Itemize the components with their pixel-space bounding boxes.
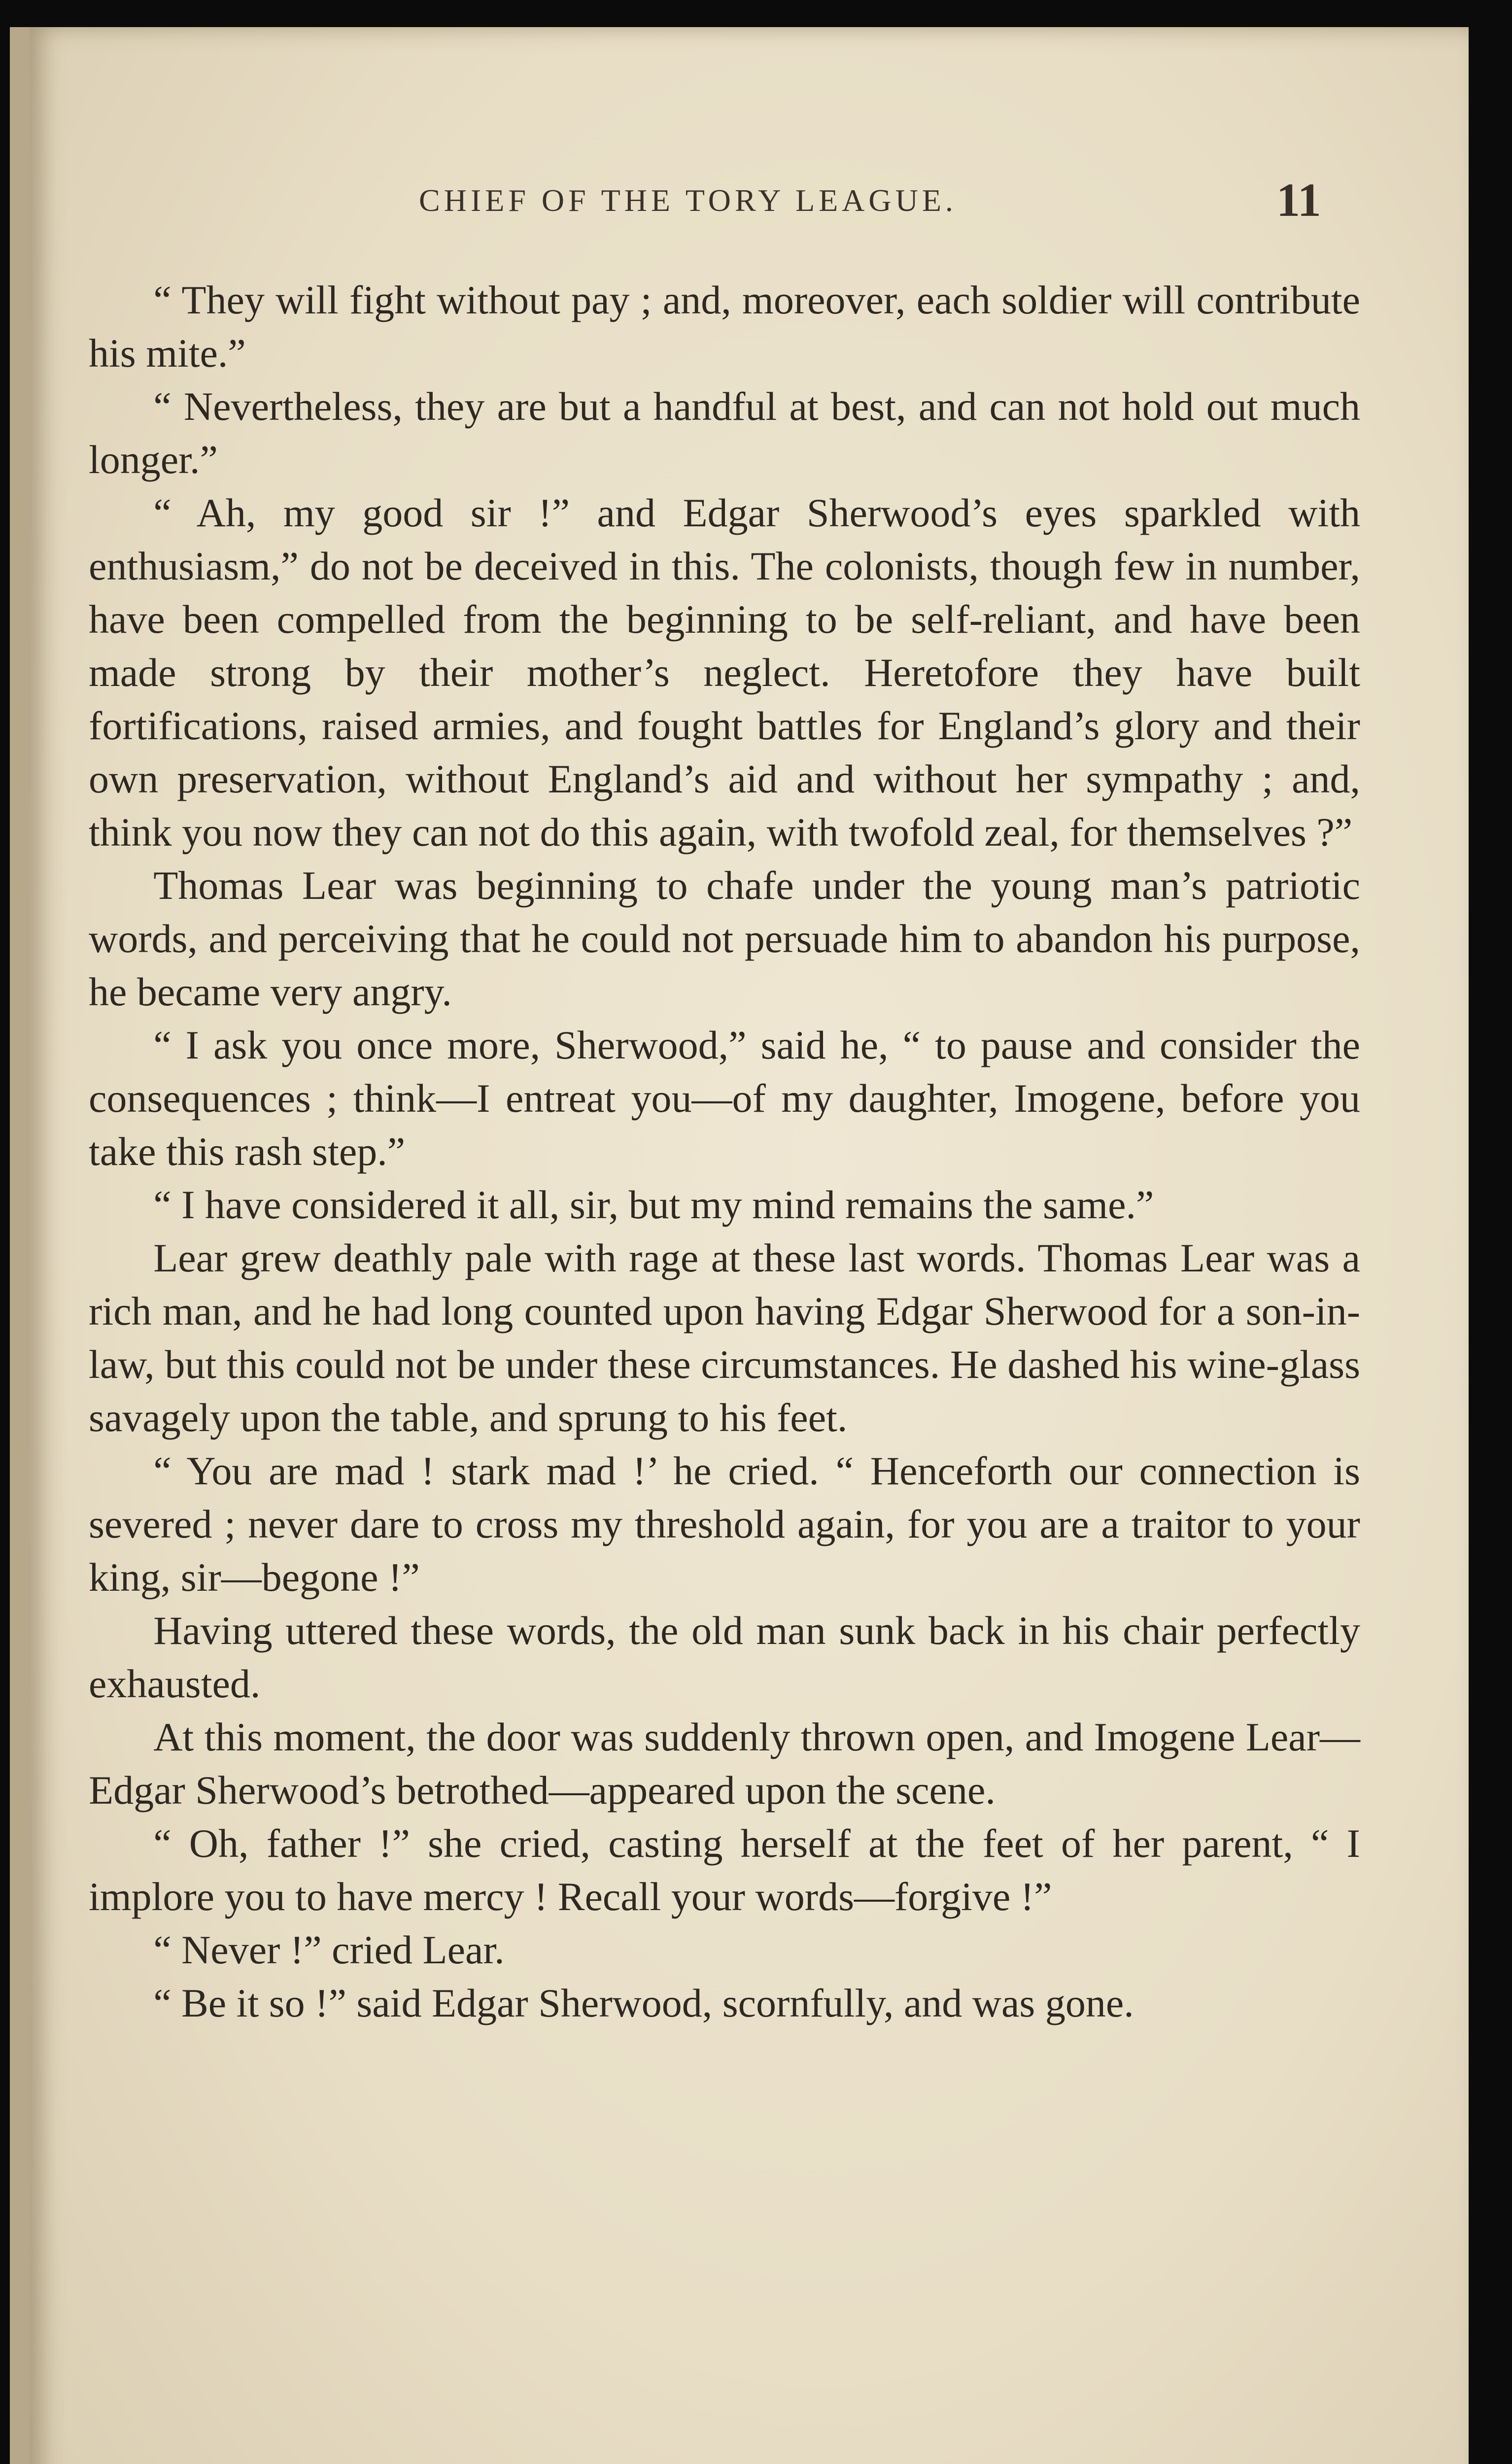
paragraph: “ I ask you once more, Sherwood,” said he, “ to pause and consider the consequences ; think—I entreat you—of my daughter, Imogene, before you take this rash step.” [89, 1023, 1360, 1174]
paragraph: “ Never !” cried Lear. [153, 1927, 505, 1972]
paragraph: Lear grew deathly pale with rage at these last words. Thomas Lear was a rich man, and he had long counted upon having Edgar Sherwood for a son-in-law, but this could not be under these circumstances. He dashed his wine-glass savagely upon the table, and sprung to his feet. [89, 1235, 1360, 1440]
paragraph: At this moment, the door was suddenly thrown open, and Imogene Lear—Edgar Sherwood’s betrothed—appeared upon the scene. [89, 1714, 1360, 1813]
page-number: 11 [1276, 173, 1321, 226]
book-page [10, 27, 1469, 2464]
running-title: CHIEF OF THE TORY LEAGUE. [419, 183, 957, 218]
paragraph: “ Ah, my good sir !” and Edgar Sherwood’s eyes sparkled with enthusiasm,” do not be deceived in this. The colonists, though few in number, have been compelled from the beginning to be self-reliant, and have been made strong by their mother’s neglect. Heretofore they have built fortifications, raised armies, and fought battles for England’s glory and their own preservation, without England’s aid and without her sympathy ; and, think you now they can not do this again, with twofold zeal, for themselves ?” [89, 490, 1360, 855]
paragraph: “ They will fight without pay ; and, moreover, each soldier will contribute his mite.” [89, 277, 1360, 376]
paragraph: Having uttered these words, the old man sunk back in his chair perfectly exhausted. [89, 1608, 1360, 1706]
paragraph: “ Be it so !” said Edgar Sherwood, scornfully, and was gone. [153, 1981, 1134, 2025]
paragraph: “ I have considered it all, sir, but my mind remains the same.” [153, 1182, 1154, 1227]
body-text [89, 274, 1360, 2030]
paragraph: “ You are mad ! stark mad !’ he cried. “ Henceforth our connection is severed ; never dare to cross my threshold again, for you are a traitor to your king, sir—begone !” [89, 1448, 1360, 1600]
paragraph: “ Oh, father !” she cried, casting herself at the feet of her parent, “ I implore you to have mercy ! Recall your words—forgive !” [89, 1821, 1360, 1919]
running-head [404, 172, 1390, 232]
paragraph: “ Nevertheless, they are but a handful at best, and can not hold out much longer.” [89, 384, 1360, 482]
paragraph: Thomas Lear was beginning to chafe under the young man’s patriotic words, and perceiving that he could not persuade him to abandon his purpose, he became very angry. [89, 863, 1360, 1014]
